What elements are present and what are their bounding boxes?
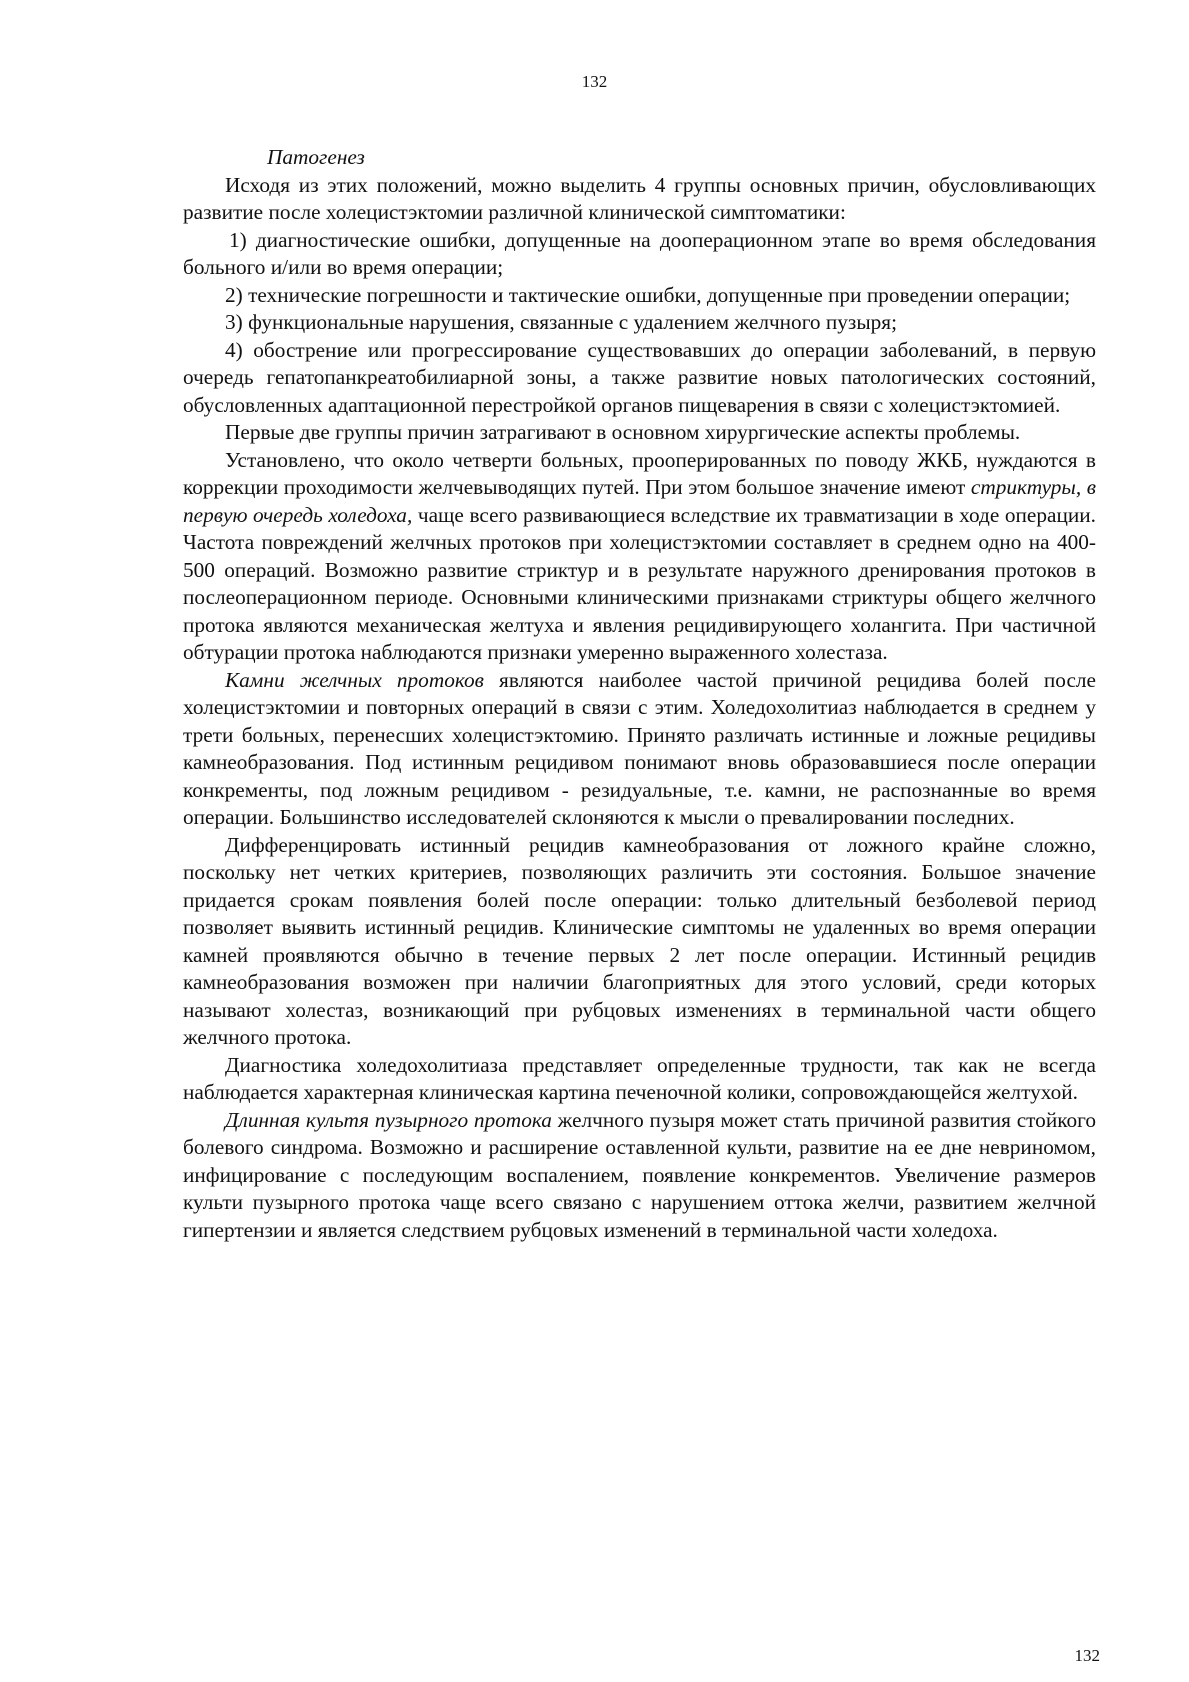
page-number-bottom: 132 [1074,1646,1100,1665]
list-item: 2) технические погрешности и тактические ошибки, допущенные при проведении операции; [225,282,1071,307]
paragraph-strictures [183,447,1096,667]
strictures-text-after: чаще всего развивающиеся вследствие их травматизации в ходе операции. Частота повреждений желчных протоков при холецистэктомии составляет в среднем одно на 400-500 операций. Возможно развитие стриктур и в результате наружного дренирования протоков в послеоперационном периоде. Основными клиническими признаками стриктуры общего желчного протока являются механическая желтуха и явления рецидивирующего холангита. При частичной обтурации протока наблюдаются признаки умеренно выраженного холестаза. [183,502,1096,664]
paragraph-duct-stones [183,667,1096,832]
intro-paragraph: Исходя из этих положений, можно выделить 4 группы основных причин, обусловливающих развитие после холецистэктомии различной клинической симптоматики: [183,172,1096,224]
paragraph-differentiation: Дифференцировать истинный рецидив камнеобразования от ложного крайне сложно, поскольку нет четких критериев, позволяющих различить эти состояния. Большое значение придается срокам появления болей после операции: только длительный безболевой период позволяет выявить истинный рецидив. Клинические симптомы не удаленных во время операции камней проявляются обычно в течение первых 2 лет после операции. Истинный рецидив камнеобразования возможен при наличии благоприятных для этого условий, среди которых называют холестаз, возникающий при рубцовых изменениях в терминальной части общего желчного протока. [183,832,1096,1049]
duct-stones-text: являются наиболее частой причиной рецидива болей после холецистэктомии и повторных операций в связи с этим. Холедохолитиаз наблюдается в среднем у трети больных, перенесших холецистэктомию. Принято различать истинные и ложные рецидивы камнеобразования. Под истинным рецидивом понимают вновь образовавшиеся после операции конкременты, под ложным рецидивом - резидуальные, т.е. камни, не распознанные во время операции. Большинство исследователей склоняются к мысли о превалировании последних. [183,667,1096,829]
list-item: 1) диагностические ошибки, допущенные на дооперационном этапе во время обследования больного и/или во время операции; [183,227,1096,279]
duct-stump-italic-term: Длинная культя пузырного протока [225,1107,552,1132]
paragraph-first-two-groups: Первые две группы причин затрагивают в основном хирургические аспекты проблемы. [225,420,1021,444]
section-heading: Патогенез [267,145,365,169]
list-item: 3) функциональные нарушения, связанные с удалением желчного пузыря; [225,310,898,334]
paragraph-duct-stump [183,1107,1096,1245]
duct-stump-text: желчного пузыря может стать причиной развития стойкого болевого синдрома. Возможно и расширение оставленной культи, развитие на ее дне невриномом, инфицирование с последующим воспалением, появление конкрементов. Увеличение размеров культи пузырного протока чаще всего связано с нарушением оттока желчи, развитием желчной гипертензии и является следствием рубцовых изменений в терминальной части холедоха. [183,1107,1096,1242]
strictures-italic-term: стриктуры, в первую очередь холедоха, [183,475,1096,527]
paragraph-diagnostics: Диагностика холедохолитиаза представляет определенные трудности, так как не всегда наблюдается характерная клиническая картина печеночной колики, сопровождающейся желтухой. [183,1052,1096,1104]
duct-stones-italic-term: Камни желчных протоков [225,667,484,692]
strictures-text-before: Установлено, что около четверти больных, прооперированных по поводу ЖКБ, нуждаются в коррекции проходимости желчевыводящих путей. При этом большое значение имеют [183,447,1096,499]
page-number-top: 132 [581,72,608,91]
list-item: 4) обострение или прогрессирование существовавших до операции заболеваний, в первую очередь гепатопанкреатобилиарной зоны, а также развитие новых патологических состояний, обусловленных адаптационной перестройкой органов пищеварения в связи с холецистэктомией. [183,337,1096,417]
body-text [183,144,1096,1244]
